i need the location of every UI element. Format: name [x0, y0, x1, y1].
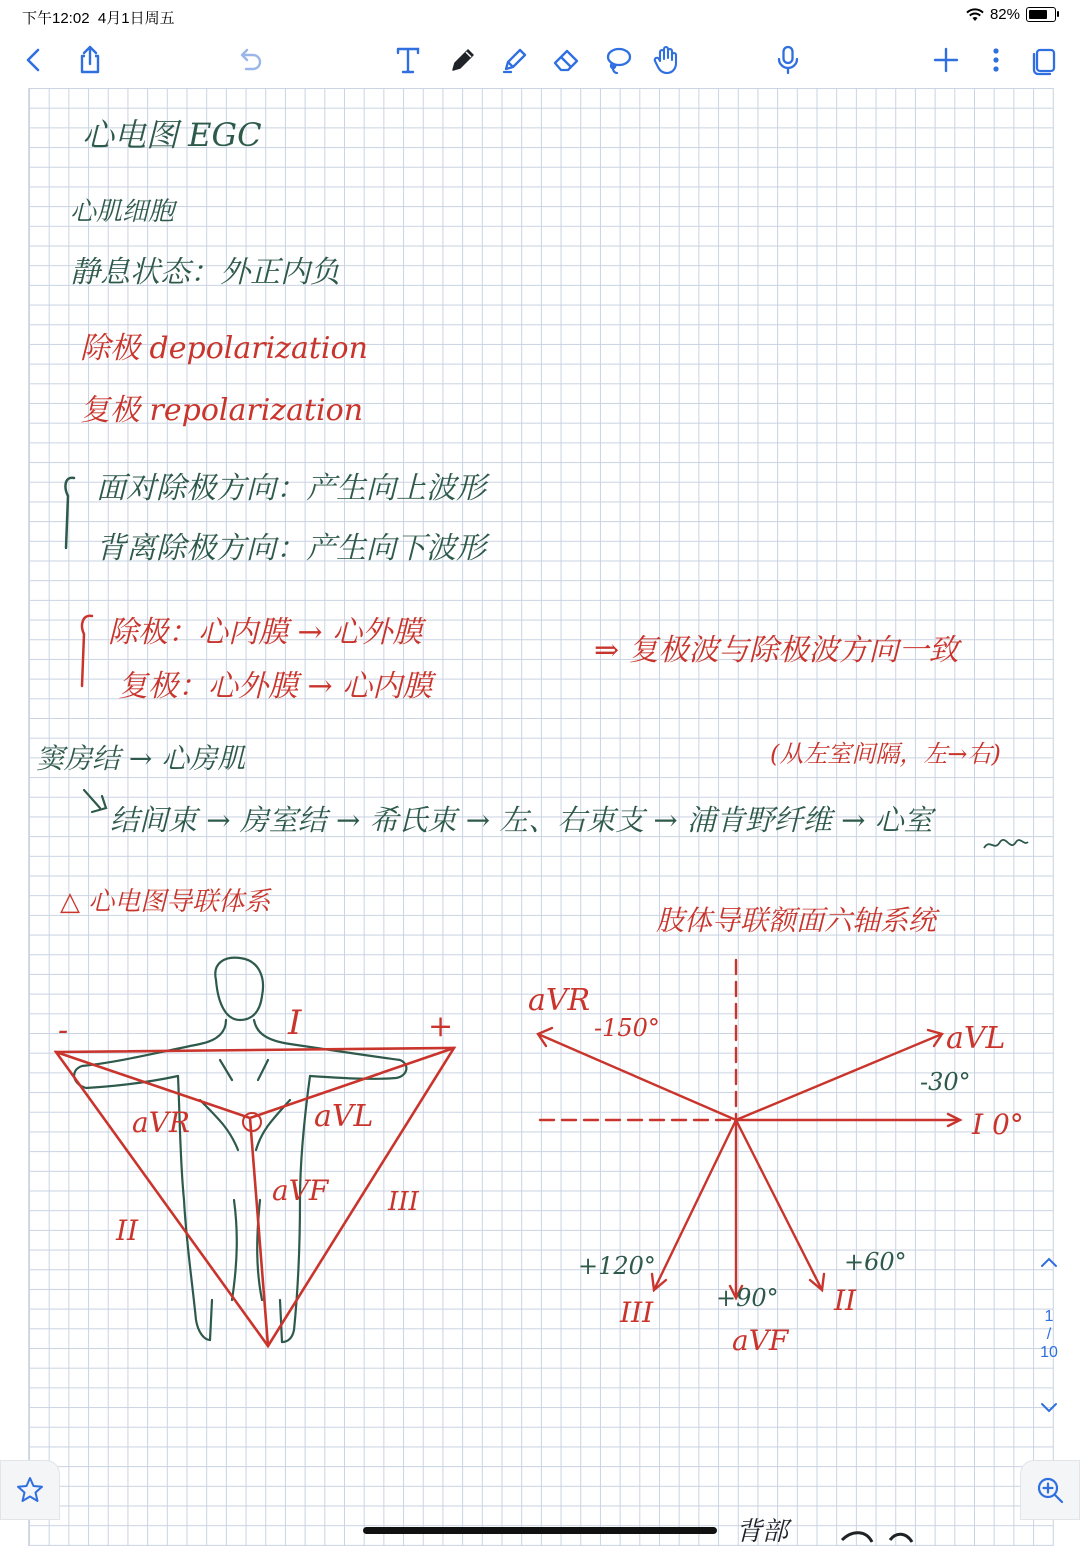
pen-tool-button[interactable]: [440, 38, 484, 82]
hand-tool-button[interactable]: [644, 38, 688, 82]
battery-percent: 82%: [989, 6, 1020, 23]
home-indicator[interactable]: [363, 1527, 717, 1534]
pen-tool-icon: [445, 43, 479, 77]
pages-icon: [1027, 43, 1061, 77]
zoom-button[interactable]: [1020, 1460, 1080, 1520]
undo-button[interactable]: [228, 38, 272, 82]
page-indicator[interactable]: [1040, 1308, 1058, 1362]
chevron-left-icon: [17, 43, 51, 77]
note-conclusion: ⇒ 复极波与除极波方向一致: [594, 633, 959, 668]
note-sa-node: 窦房结 → 心房肌: [36, 742, 246, 775]
page-nav: [1024, 1255, 1074, 1415]
hand-tool-icon: [649, 43, 683, 77]
tri-plus: +: [428, 1009, 454, 1044]
hex-deg-90: +90°: [716, 1284, 779, 1312]
hex-deg-60: +60°: [844, 1248, 907, 1276]
lasso-tool-icon: [601, 43, 635, 77]
note-repolarization: 复极 repolarization: [80, 393, 364, 428]
favorite-button[interactable]: [0, 1460, 60, 1520]
limb-lead-title: △ 心电图导联体系: [60, 887, 271, 917]
tri-lead-I: I: [288, 1003, 302, 1043]
microphone-icon: [771, 43, 805, 77]
undo-icon: [233, 43, 267, 77]
wifi-icon: [966, 8, 984, 22]
toolbar: [0, 34, 1080, 88]
total-pages: 10: [1040, 1344, 1058, 1361]
status-right: [966, 6, 1056, 23]
note-bottom-word: 背部: [736, 1517, 789, 1546]
note-pathway: 结间束 → 房室结 → 希氏束 → 左、右束支 → 浦肯野纤维 → 心室: [110, 803, 933, 837]
note-away-depol: 背离除极方向：产生向下波形: [96, 531, 486, 566]
tri-lead-II: II: [116, 1214, 139, 1247]
hex-avr: aVR: [528, 983, 591, 1018]
note-repol-direction: 复极：心外膜 → 心内膜: [118, 669, 433, 704]
text-tool-button[interactable]: [386, 38, 430, 82]
tri-avl: aVL: [314, 1099, 374, 1134]
text-tool-icon: [391, 43, 425, 77]
share-button[interactable]: [68, 38, 112, 82]
note-title: 心电图 EGC: [82, 116, 262, 154]
hex-avl: aVL: [946, 1021, 1006, 1056]
lasso-tool-button[interactable]: [596, 38, 640, 82]
status-bar: [0, 0, 1080, 30]
eraser-tool-icon: [549, 43, 583, 77]
chevron-up-icon[interactable]: [1039, 1255, 1059, 1269]
highlighter-tool-icon: [497, 43, 531, 77]
note-resting-state: 静息状态：外正内负: [70, 255, 340, 290]
tri-avr: aVR: [132, 1106, 190, 1139]
star-icon: [15, 1475, 45, 1505]
microphone-button[interactable]: [766, 38, 810, 82]
add-page-button[interactable]: [924, 38, 968, 82]
note-page[interactable]: [28, 88, 1054, 1546]
eraser-tool-button[interactable]: [544, 38, 588, 82]
hex-avl-deg: -30°: [920, 1068, 971, 1096]
tri-minus: -: [58, 1013, 69, 1048]
hex-avr-deg: -150°: [594, 1014, 660, 1042]
note-cardiac-cell: 心肌细胞: [70, 197, 175, 227]
more-icon: [979, 43, 1013, 77]
page-separator: /: [1046, 1326, 1052, 1343]
back-button[interactable]: [12, 38, 56, 82]
hex-lead-III: III: [620, 1296, 654, 1329]
time-text: 下午12:02: [22, 10, 90, 27]
tri-avf: aVF: [272, 1174, 329, 1207]
chevron-down-icon[interactable]: [1039, 1401, 1059, 1415]
hexaxial-title: 肢体导联额面六轴系统: [656, 904, 937, 937]
pages-button[interactable]: [1022, 38, 1066, 82]
date-text: 4月1日周五: [97, 10, 175, 27]
current-page: 1: [1044, 1308, 1054, 1325]
more-button[interactable]: [974, 38, 1018, 82]
note-depolarization: 除极 depolarization: [80, 331, 368, 366]
highlighter-tool-button[interactable]: [492, 38, 536, 82]
hex-deg-120: +120°: [578, 1252, 656, 1280]
hex-lead-I: I 0°: [972, 1108, 1024, 1141]
note-depol-direction: 除极：心内膜 → 心外膜: [108, 615, 423, 650]
hex-avf: aVF: [732, 1324, 789, 1357]
zoom-in-icon: [1035, 1475, 1065, 1505]
battery-icon: [1026, 7, 1056, 22]
plus-icon: [929, 43, 963, 77]
battery-level: [1029, 10, 1047, 19]
hex-lead-II: II: [834, 1284, 857, 1317]
note-septum: (从左室间隔，左→右): [770, 740, 1001, 768]
status-time: [22, 7, 175, 28]
note-facing-depol: 面对除极方向：产生向上波形: [96, 471, 486, 506]
tri-lead-III: III: [388, 1187, 419, 1217]
share-icon: [73, 43, 107, 77]
